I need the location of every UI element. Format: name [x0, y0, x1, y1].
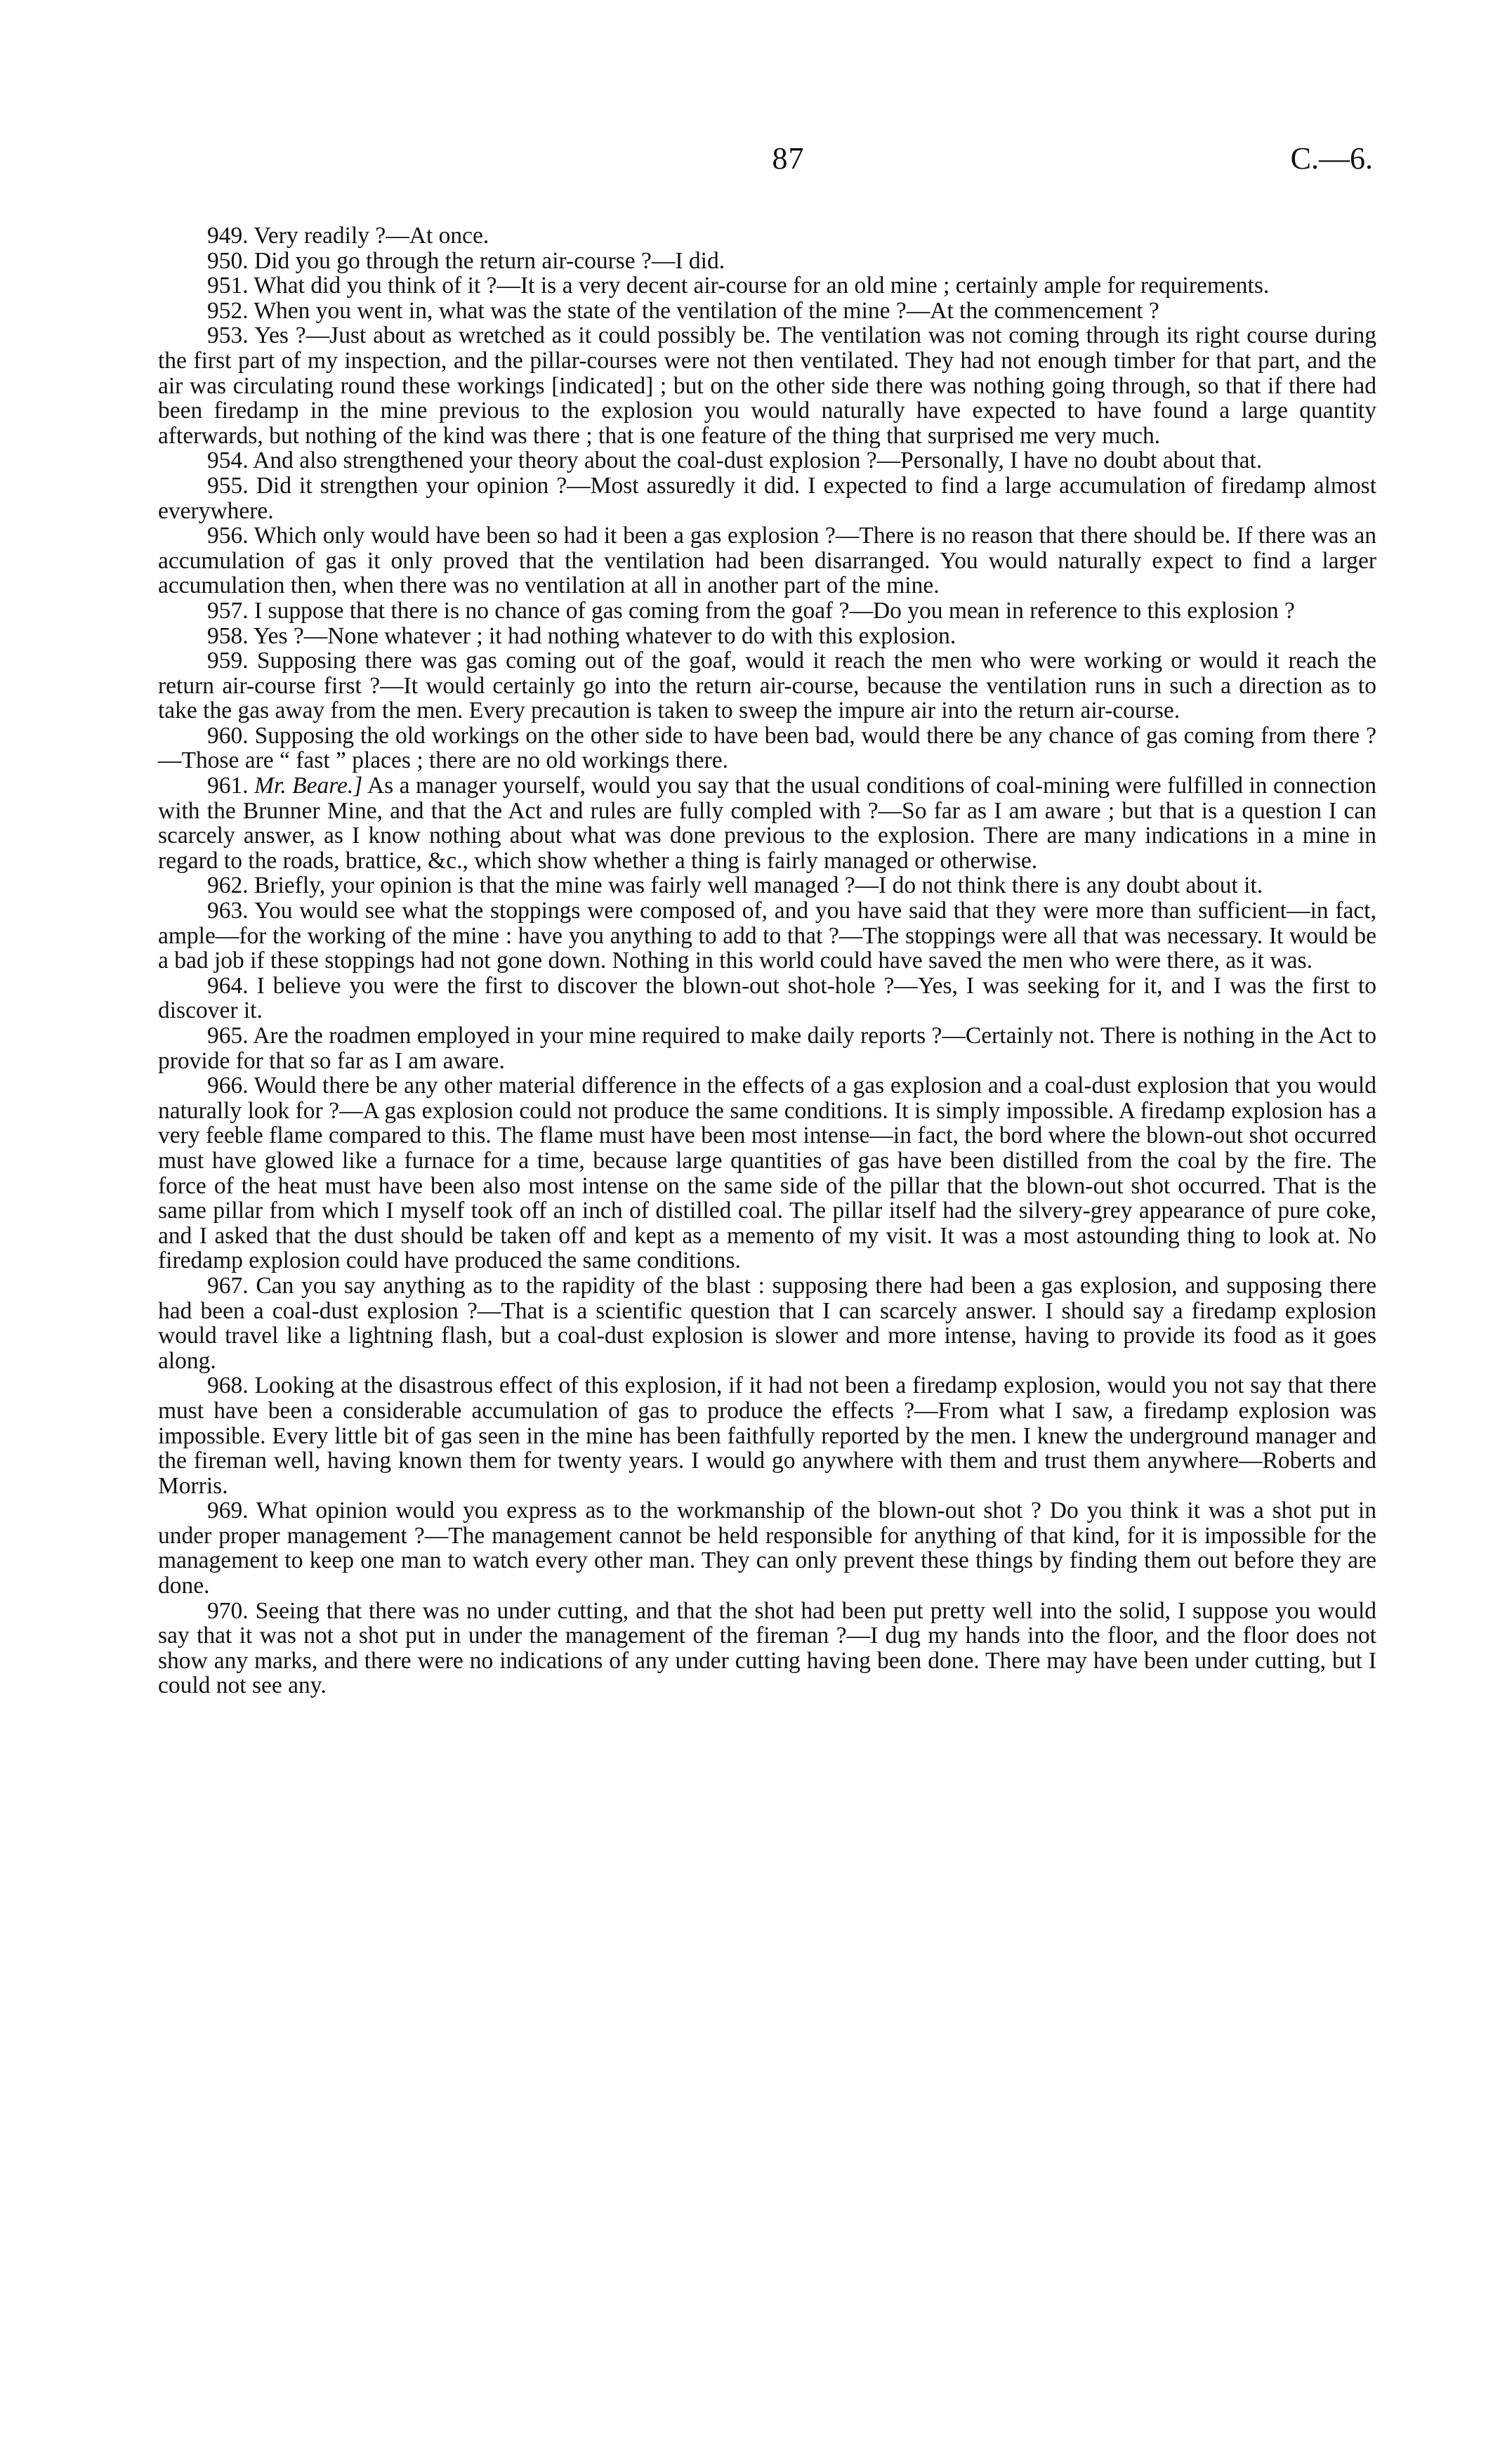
question-number: 957. — [207, 597, 249, 624]
testimony-paragraph — [158, 1599, 1376, 1698]
question-number: 952. — [207, 297, 249, 324]
question-answer-text: Supposing the old workings on the other side to have been bad, would there be any chance of gas coming from there ?—Those are “ fast ” places ; there are no old workings there. — [158, 722, 1376, 774]
question-number: 963. — [207, 898, 249, 924]
testimony-paragraph — [158, 598, 1376, 624]
speaker-name: Mr. Beare.] — [254, 773, 363, 799]
document-reference: C.—6. — [1290, 141, 1373, 176]
question-answer-text: Looking at the disastrous effect of this explosion, if it had not been a firedamp explosion, would you not say that there must have been a considerable accumulation of gas to produce the effects ?—From what I saw, a firedamp explosion was impossible. Every little bit of gas seen in the mine has been faithfully reported by the men. I knew the underground manager and the fireman well, having known them for twenty years. I would go anywhere with them and trust them anywhere—Roberts and Morris. — [158, 1372, 1376, 1499]
testimony-paragraph — [158, 448, 1376, 473]
question-answer-text: What did you think of it ?—It is a very decent air-course for an old mine ; certainly ample for requirements. — [254, 273, 1270, 299]
testimony-paragraph — [158, 473, 1376, 523]
question-answer-text: You would see what the stoppings were composed of, and you have said that they were more than sufficient—in fact, ample—for the working of the mine : have you anything to add to that ?—The stoppings were all that was necessary. It would be a bad job if these stoppings had not gone down. Nothing in this world could have saved the men who were there, as it was. — [158, 898, 1376, 974]
question-number: 965. — [207, 1023, 249, 1049]
testimony-paragraph — [158, 223, 1376, 249]
question-answer-text: Did it strengthen your opinion ?—Most assuredly it did. I expected to find a large accumulation of firedamp almost everywhere. — [158, 472, 1377, 524]
testimony-paragraph — [158, 1023, 1376, 1073]
testimony-paragraph — [158, 898, 1376, 974]
question-number: 959. — [207, 648, 249, 674]
question-number: 954. — [207, 447, 249, 474]
testimony-paragraph — [158, 1373, 1376, 1498]
question-answer-text: Seeing that there was no under cutting, and that the shot had been put pretty well into the solid, I suppose you would say that it was not a shot put in under the management of the fireman ?—I dug my hands into the floor, and the floor does not show any marks, and there were no indications of any under cutting having been done. There may have been under cutting, but I could not see any. — [158, 1597, 1377, 1699]
testimony-paragraph — [158, 1273, 1376, 1373]
question-number: 951. — [207, 273, 249, 299]
question-answer-text: Supposing there was gas coming out of the goaf, would it reach the men who were working or would it reach the return air-course first ?—It would certainly go into the return air-course, because the ventilation runs in such a direction as to take the gas away from the men. Every precaution is taken to sweep the impure air into the return air-course. — [158, 648, 1377, 724]
testimony-paragraph — [158, 323, 1376, 448]
question-answer-text: And also strengthened your theory about the coal-dust explosion ?—Personally, I have no doubt about that. — [253, 447, 1263, 474]
testimony-paragraph — [158, 873, 1376, 898]
testimony-paragraph — [158, 974, 1376, 1023]
page-number: 87 — [772, 141, 805, 176]
question-number: 970. — [207, 1597, 249, 1624]
question-answer-text: Would there be any other material difference in the effects of a gas explosion and a coal-dust explosion that you would naturally look for ?—A gas explosion could not produce the same conditions. It is simply impossible. A firedamp explosion has a very feeble flame compared to this. The flame must have been most intense—in fact, the bord where the blown-out shot occurred must have glowed like a furnace for a time, because large quantities of gas have been distilled from the coal by the fire. The force of the heat must have been also most intense on the same side of the pillar that the blown-out shot occurred. That is the same pillar from which I myself took off an inch of distilled coal. The pillar itself had the silvery-grey appearance of pure coke, and I asked that the dust should be taken off and kept as a memento of my visit. It was a most astounding thing to look at. No firedamp explosion could have produced the same conditions. — [158, 1073, 1376, 1274]
testimony-paragraph — [158, 723, 1376, 773]
question-number: 968. — [207, 1372, 249, 1399]
question-answer-text: When you went in, what was the state of the ventilation of the mine ?—At the commencement ? — [254, 297, 1159, 324]
question-answer-text: Which only would have been so had it been a gas explosion ?—There is no reason that there should be. If there was an accumulation of gas it only proved that the ventilation had been disarranged. You would naturally expect to find a larger accumulation then, when there was no ventilation at all in another part of the mine. — [158, 523, 1376, 599]
question-number: 967. — [207, 1272, 249, 1299]
question-number: 960. — [207, 722, 249, 749]
question-number: 949. — [207, 223, 249, 249]
testimony-body — [158, 223, 1376, 1698]
question-answer-text: Yes ?—None whatever ; it had nothing whatever to do with this explosion. — [253, 622, 956, 649]
page-header — [204, 140, 1373, 183]
question-answer-text: I believe you were the first to discover the blown-out shot-hole ?—Yes, I was seeking for it, and I was the first to discover it. — [158, 972, 1377, 1024]
question-number: 956. — [207, 523, 249, 549]
question-number: 966. — [207, 1073, 249, 1099]
question-number: 961. — [207, 773, 249, 799]
question-answer-text: I suppose that there is no chance of gas coming from the goaf ?—Do you mean in reference to this explosion ? — [254, 597, 1295, 624]
question-number: 958. — [207, 622, 249, 649]
question-number: 950. — [207, 247, 249, 274]
question-answer-text: Can you say anything as to the rapidity of the blast : supposing there had been a gas explosion, and supposing there had been a coal-dust explosion ?—That is a scientific question that I can scarcely answer. I should say a firedamp explosion would travel like a lightning flash, but a coal-dust explosion is slower and more intense, having to provide its food as it goes along. — [158, 1272, 1376, 1374]
question-answer-text: Are the roadmen employed in your mine required to make daily reports ?—Certainly not. There is nothing in the Act to provide for that so far as I am aware. — [158, 1023, 1376, 1074]
testimony-paragraph — [158, 273, 1376, 299]
question-number: 962. — [207, 872, 249, 899]
question-answer-text: What opinion would you express as to the workmanship of the blown-out shot ? Do you think it was a shot put in under proper management ?—The management cannot be held responsible for anything of that kind, for it is impossible for the management to keep one man to watch every other man. They can only prevent these things by finding them out before they are done. — [158, 1498, 1376, 1599]
question-answer-text: As a manager yourself, would you say that the usual conditions of coal-mining were fulfilled in connection with the Brunner Mine, and that the Act and rules are fully compled with ?—So far as I am aware ; but that is a question I can scarcely answer, as I know nothing about what was done previous to the explosion. There are many indications in a mine in regard to the roads, brattice, &c., which show whether a thing is fairly managed or otherwise. — [158, 773, 1376, 874]
question-number: 955. — [207, 472, 249, 499]
testimony-paragraph — [158, 624, 1376, 649]
question-number: 953. — [207, 322, 249, 349]
testimony-paragraph — [158, 1498, 1376, 1598]
question-answer-text: Briefly, your opinion is that the mine was fairly well managed ?—I do not think there is any doubt about it. — [254, 872, 1263, 899]
testimony-paragraph — [158, 249, 1376, 274]
question-answer-text: Yes ?—Just about as wretched as it could possibly be. The ventilation was not coming through its right course during the first part of my inspection, and the pillar-courses were not then ventilated. They had not enough timber for that part, and the air was circulating round these workings [indicated] ; but on the other side there was nothing going through, so that if there had been firedamp in the mine previous to the explosion you would naturally have expected to have found a large quantity afterwards, but nothing of the kind was there ; that is one feature of the thing that surprised me very much. — [158, 322, 1377, 449]
testimony-paragraph — [158, 523, 1376, 598]
testimony-paragraph — [158, 773, 1376, 873]
testimony-paragraph — [158, 1073, 1376, 1273]
testimony-paragraph — [158, 299, 1376, 324]
question-answer-text: Very readily ?—At once. — [254, 223, 489, 249]
question-number: 969. — [207, 1498, 249, 1524]
question-number: 964. — [207, 972, 249, 999]
question-answer-text: Did you go through the return air-course ?—I did. — [254, 247, 725, 274]
testimony-paragraph — [158, 648, 1376, 723]
